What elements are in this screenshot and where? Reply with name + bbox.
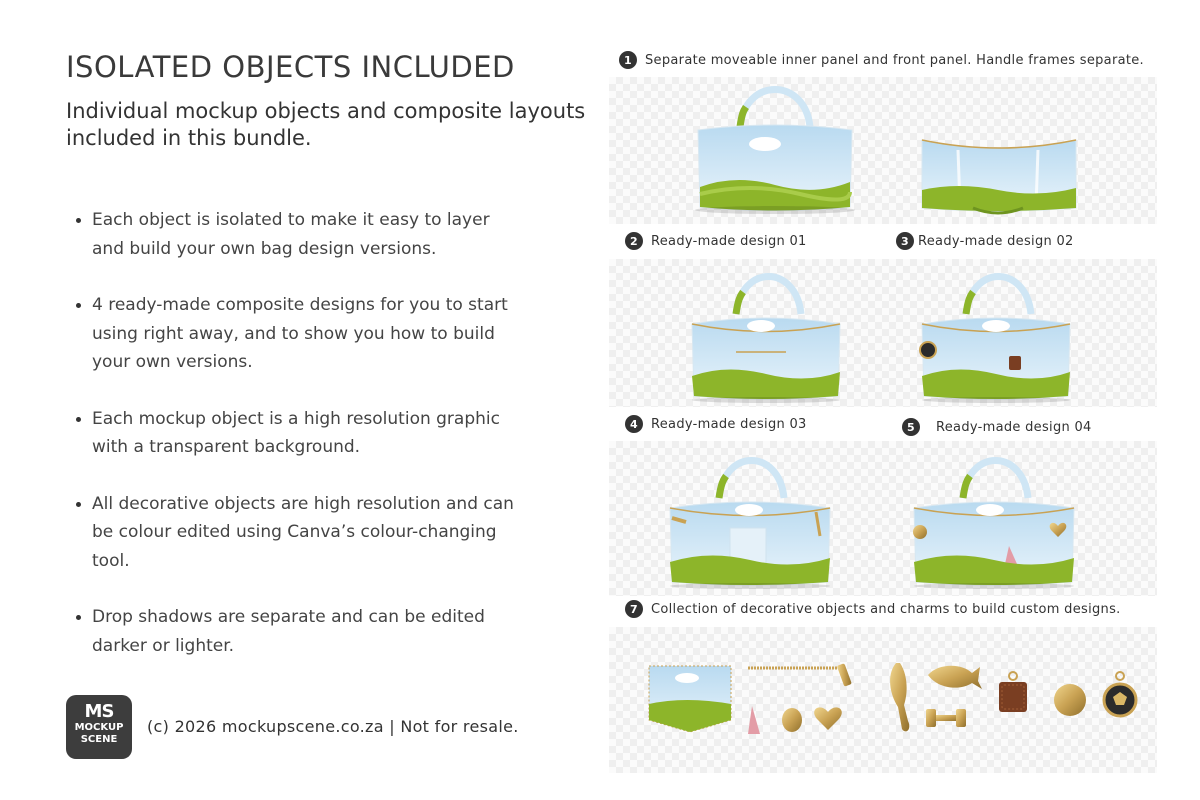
caption-number: 1 (619, 51, 637, 69)
caption-text: Ready-made design 02 (918, 233, 1074, 249)
caption-text: Collection of decorative objects and charms to build custom designs. (651, 601, 1121, 617)
logo-mark: MS (84, 701, 114, 722)
feature-item: All decorative objects are high resolution and can be colour edited using Canva’s colour-changing tool. (74, 490, 524, 576)
bag-design-03-image (664, 446, 836, 591)
logo-line-1: MOCKUP (74, 722, 124, 733)
caption-text: Ready-made design 01 (651, 233, 807, 249)
caption-text: Ready-made design 04 (936, 419, 1092, 435)
caption-1 (619, 51, 1144, 69)
keychain-fish-dumbbell-image (884, 655, 984, 737)
caption-number: 3 (896, 232, 914, 250)
caption-3 (896, 232, 1074, 250)
bag-front-panel-image (918, 128, 1080, 216)
logo-line-2: SCENE (80, 734, 118, 745)
bag-design-01-image (686, 264, 846, 404)
feature-item: Drop shadows are separate and can be edited darker or lighter. (74, 603, 524, 660)
zipper-and-charms-image (746, 662, 856, 740)
feature-item: Each object is isolated to make it easy to layer and build your own bag design versions. (74, 206, 524, 263)
caption-number: 5 (902, 418, 920, 436)
feature-item: 4 ready-made composite designs for you to start using right away, and to show you how to build your own versions. (74, 291, 524, 377)
bag-design-02-image (916, 264, 1076, 404)
ball-charms-image (1052, 668, 1142, 724)
caption-text: Ready-made design 03 (651, 416, 807, 432)
mockupscene-logo (66, 695, 132, 759)
bag-design-04-image (908, 446, 1080, 591)
caption-number: 7 (625, 600, 643, 618)
feature-list (74, 206, 524, 688)
bag-inner-panel-image (690, 82, 860, 217)
caption-number: 2 (625, 232, 643, 250)
caption-number: 4 (625, 415, 643, 433)
caption-4 (625, 415, 807, 433)
caption-text: Separate moveable inner panel and front panel. Handle frames separate. (645, 52, 1144, 68)
caption-5 (902, 418, 1092, 436)
copyright-text: (c) 2026 mockupscene.co.za | Not for resale. (147, 717, 519, 736)
feature-item: Each mockup object is a high resolution graphic with a transparent background. (74, 405, 524, 462)
pocket-panel-image (645, 662, 735, 734)
page-subtitle: Individual mockup objects and composite layouts included in this bundle. (66, 99, 586, 150)
leather-tag-image (996, 670, 1030, 716)
caption-2 (625, 232, 807, 250)
caption-7 (625, 600, 1121, 618)
page-title: ISOLATED OBJECTS INCLUDED (66, 50, 515, 84)
